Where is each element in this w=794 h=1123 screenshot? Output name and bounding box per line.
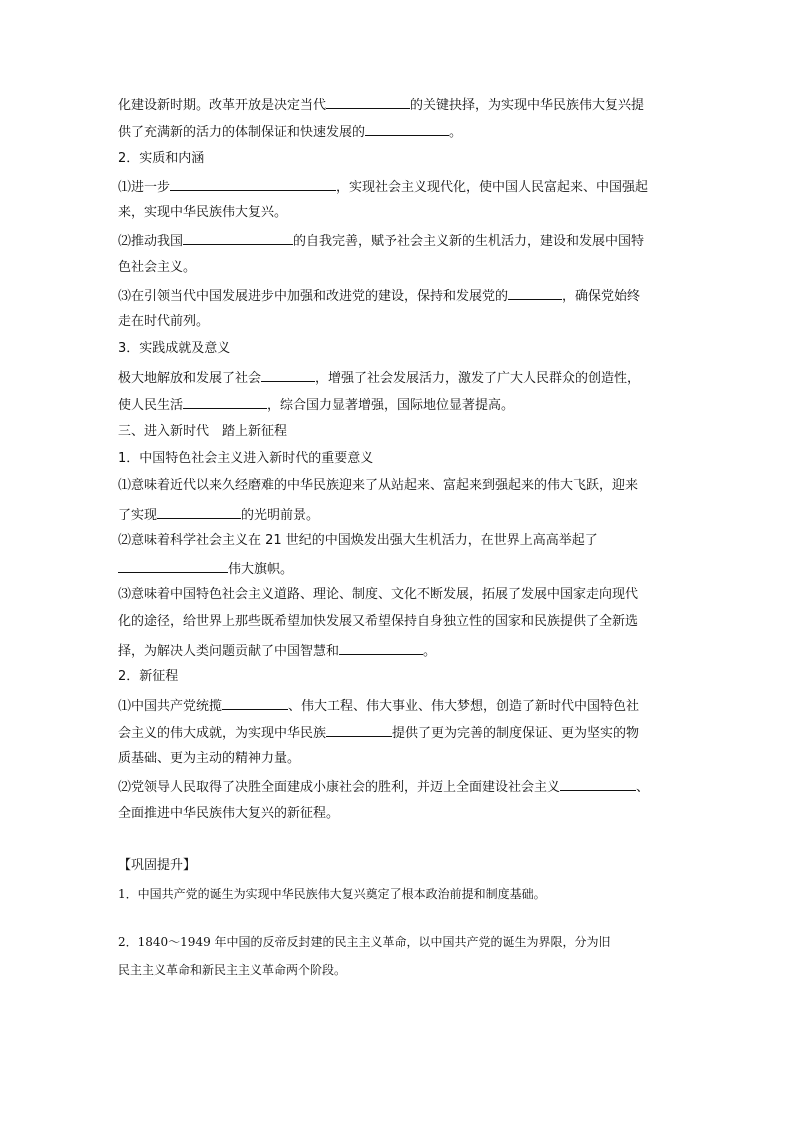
text-line [118,232,688,250]
text-line: ⑵意味着科学社会主义在 21 世纪的中国焕发出强大生机活力，在世界上高高举起了 [118,533,598,548]
text-run: 伟大旗帜。 [228,562,294,577]
fill-blank [508,287,562,300]
text-run: 会主义的伟大成就，为实现中华民族 [118,726,327,741]
question-1: 1．中国共产党的诞生为实现中华民族伟大复兴奠定了根本政治前提和制度基础。 [118,887,546,901]
fill-blank [157,506,241,519]
text-run: 供了充满新的活力的体制保证和快速发展的 [118,125,366,140]
text-run: 使人民生活 [118,398,184,413]
fill-blank [560,778,636,791]
section-heading: 三、进入新时代 踏上新征程 [118,424,288,439]
text-line: 全面推进中华民族伟大复兴的新征程。 [118,806,340,821]
text-run: 的光明前景。 [241,508,320,523]
fill-blank [222,697,288,710]
text-line: ⑴意味着近代以来久经磨难的中华民族迎来了从站起来、富起来到强起来的伟大飞跃，迎来 [118,478,639,493]
text-run: 、伟大工程、伟大事业、伟大梦想，创造了新时代中国特色社 [288,699,640,714]
fill-blank [261,369,315,382]
text-run: ，综合国力显著增强，国际地位显著提高。 [267,398,515,413]
text-line [118,369,688,387]
fill-blank [183,232,293,245]
fill-blank [326,96,410,109]
text-line [118,96,688,114]
text-line [118,642,688,660]
question-2-line-1: 2．1840～1949 年中国的反帝反封建的民主主义革命，以中国共产党的诞生为界限，分为旧 [118,935,611,949]
fill-blank [183,396,267,409]
text-run: 的关键抉择，为实现中华民族伟大复兴提 [410,98,645,113]
text-run: 极大地解放和发展了社会 [118,371,262,386]
fill-blank [339,642,423,655]
text-run: ⑴中国共产党统揽 [118,699,223,714]
item-heading: 2．新征程 [118,669,179,684]
text-line [118,724,688,742]
text-line [118,287,688,305]
text-run: 的自我完善，赋予社会主义新的生机活力，建设和发展中国特 [293,234,645,249]
text-line [118,560,688,578]
text-line: 质基础、更为主动的精神力量。 [118,751,301,766]
fill-blank [170,178,336,191]
fill-blank [118,560,228,573]
text-line [118,396,688,414]
item-heading: 2．实质和内涵 [118,151,205,166]
text-line [118,506,688,524]
text-line: 色社会主义。 [118,260,197,275]
question-2-line-2: 民主主义革命和新民主主义革命两个阶段。 [118,963,347,977]
text-line [118,778,688,796]
item-heading: 3．实践成就及意义 [118,341,231,356]
text-line [118,123,688,141]
text-run: ⑴进一步 [118,180,171,195]
text-run: 。 [423,644,437,659]
text-run: ⑵党领导人民取得了决胜全面建成小康社会的胜利，并迈上全面建设社会主义 [118,780,561,795]
text-line: 走在时代前列。 [118,314,210,329]
text-run: 、 [636,780,650,795]
text-run: 提供了更为完善的制度保证、更为坚实的物 [392,726,640,741]
text-run: ⑵推动我国 [118,234,184,249]
text-run: ，确保党始终 [562,289,641,304]
consolidate-heading: 【巩固提升】 [118,858,197,873]
text-run: 了实现 [118,508,158,523]
text-run: 。 [449,125,463,140]
text-line: ⑶意味着中国特色社会主义道路、理论、制度、文化不断发展，拓展了发展中国家走向现代 [118,587,639,602]
text-run: ，增强了社会发展活力，激发了广大人民群众的创造性， [315,371,641,386]
text-line [118,178,688,196]
text-run: 择，为解决人类问题贡献了中国智慧和 [118,644,340,659]
text-line [118,697,688,715]
item-heading: 1．中国特色社会主义进入新时代的重要意义 [118,451,374,466]
text-run: ⑶在引领当代中国发展进步中加强和改进党的建设，保持和发展党的 [118,289,509,304]
text-line: 化的途径，给世界上那些既希望加快发展又希望保持自身独立性的国家和民族提供了全新选 [118,614,639,629]
text-line: 来，实现中华民族伟大复兴。 [118,205,288,220]
text-run: ，实现社会主义现代化，使中国人民富起来、中国强起 [336,180,649,195]
text-run: 化建设新时期。改革开放是决定当代 [118,98,327,113]
fill-blank [326,724,392,737]
fill-blank [365,123,449,136]
